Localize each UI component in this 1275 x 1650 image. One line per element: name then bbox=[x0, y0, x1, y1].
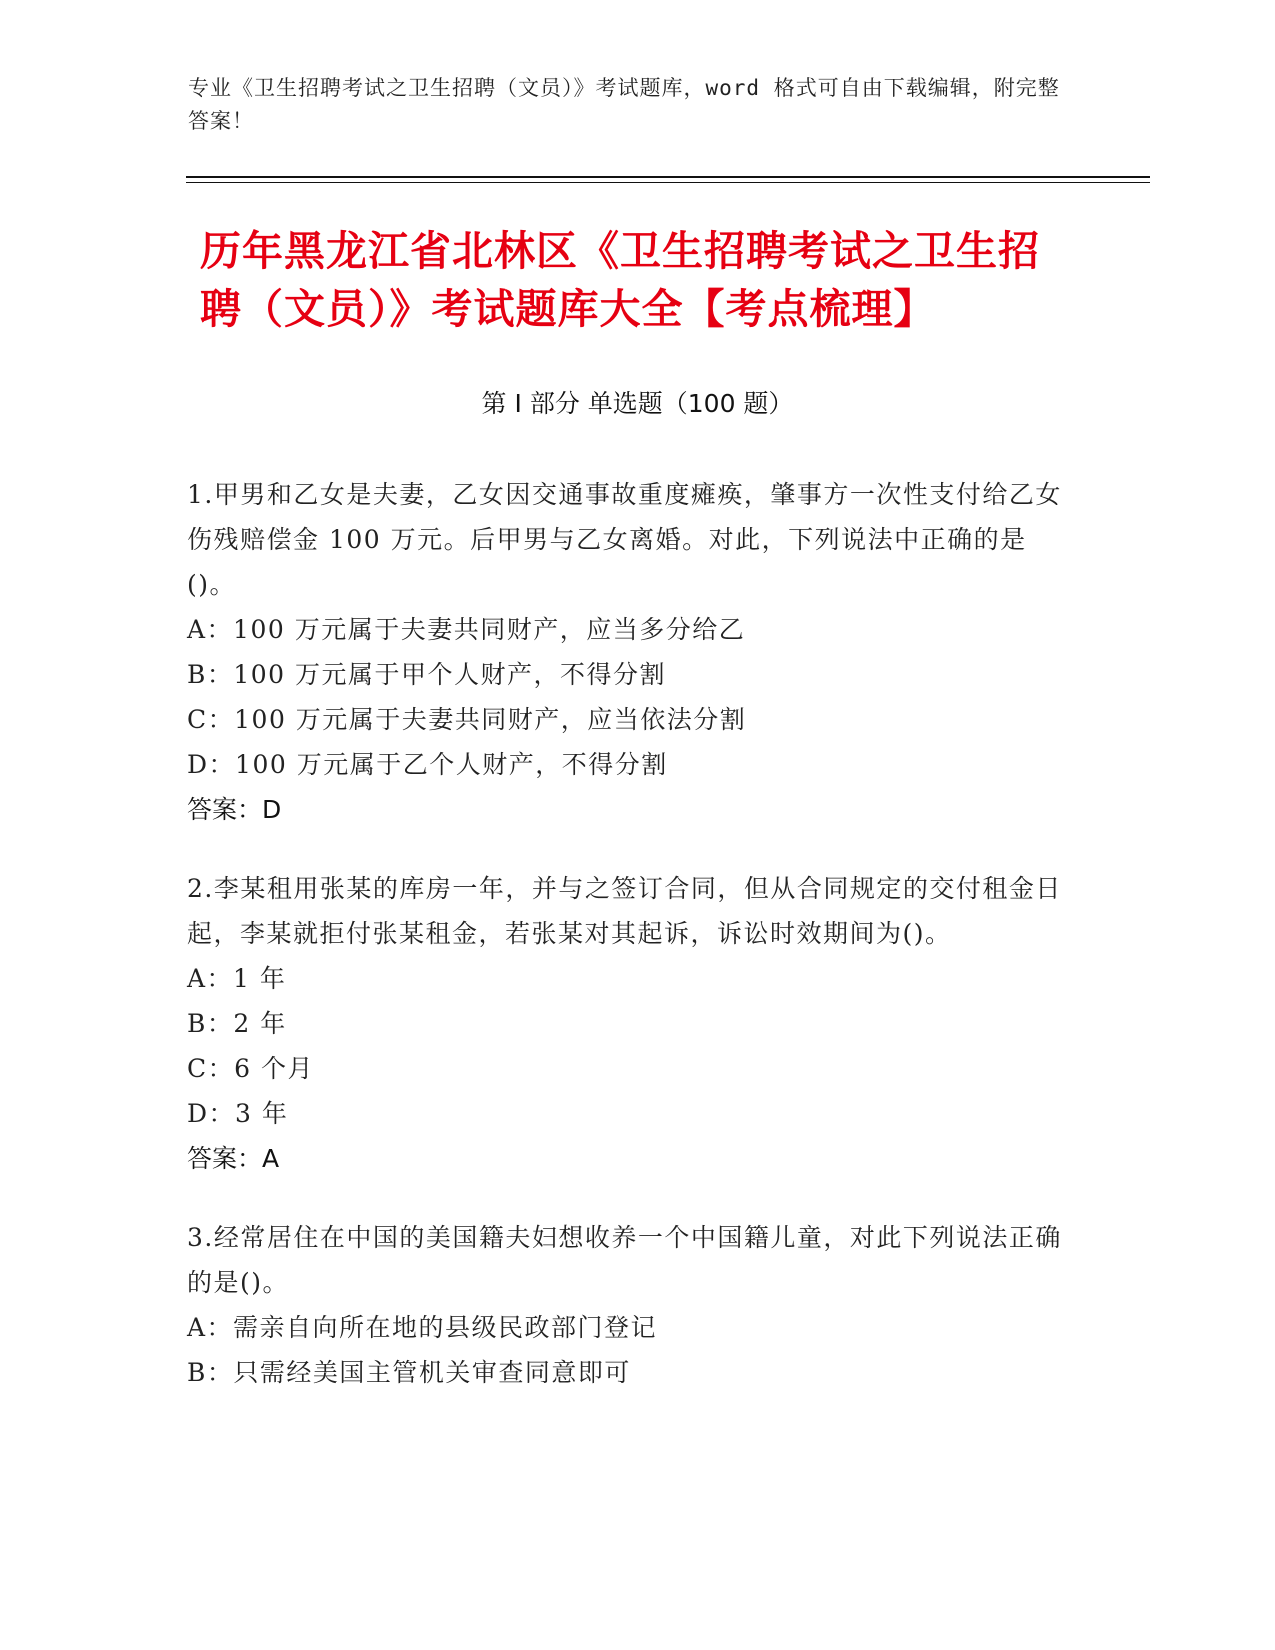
option-c: C：100 万元属于夫妻共同财产，应当依法分割 bbox=[187, 705, 747, 734]
question-stem: 2.李某租用张某的库房一年，并与之签订合同，但从合同规定的交付租金日起，李某就拒付张某租金，若张某对其起诉，诉讼时效期间为()。 bbox=[187, 874, 1062, 948]
option-a: A：100 万元属于夫妻共同财产，应当多分给乙 bbox=[187, 615, 746, 644]
question-stem: 1.甲男和乙女是夫妻，乙女因交通事故重度瘫痪，肇事方一次性支付给乙女伤残赔偿金 100 万元。后甲男与乙女离婚。对此，下列说法中正确的是()。 bbox=[187, 480, 1062, 599]
option-d: D：100 万元属于乙个人财产，不得分割 bbox=[187, 750, 668, 779]
question-stem: 3.经常居住在中国的美国籍夫妇想收养一个中国籍儿童，对此下列说法正确的是()。 bbox=[187, 1223, 1062, 1297]
question-3 bbox=[187, 1215, 1067, 1395]
option-b: B：只需经美国主管机关审查同意即可 bbox=[187, 1358, 631, 1387]
question-1 bbox=[187, 472, 1067, 832]
option-b: B：2 年 bbox=[187, 1009, 287, 1038]
option-b: B：100 万元属于甲个人财产，不得分割 bbox=[187, 660, 667, 689]
answer: 答案：D bbox=[187, 795, 282, 824]
answer: 答案：A bbox=[187, 1144, 280, 1173]
header-divider-thin bbox=[186, 182, 1150, 183]
question-2 bbox=[187, 866, 1067, 1181]
question-list bbox=[187, 472, 1067, 1429]
option-a: A：需亲自向所在地的县级民政部门登记 bbox=[187, 1313, 658, 1342]
section-title: 第 I 部分 单选题（100 题） bbox=[481, 389, 794, 418]
header-note: 专业《卫生招聘考试之卫生招聘（文员）》考试题库，word 格式可自由下载编辑，附完整答案！ bbox=[188, 76, 1060, 133]
option-d: D：3 年 bbox=[187, 1099, 289, 1128]
header-divider bbox=[186, 176, 1150, 178]
document-title: 历年黑龙江省北林区《卫生招聘考试之卫生招聘（文员）》考试题库大全【考点梳理】 bbox=[200, 227, 1040, 333]
option-a: A：1 年 bbox=[187, 964, 287, 993]
option-c: C：6 个月 bbox=[187, 1054, 314, 1083]
